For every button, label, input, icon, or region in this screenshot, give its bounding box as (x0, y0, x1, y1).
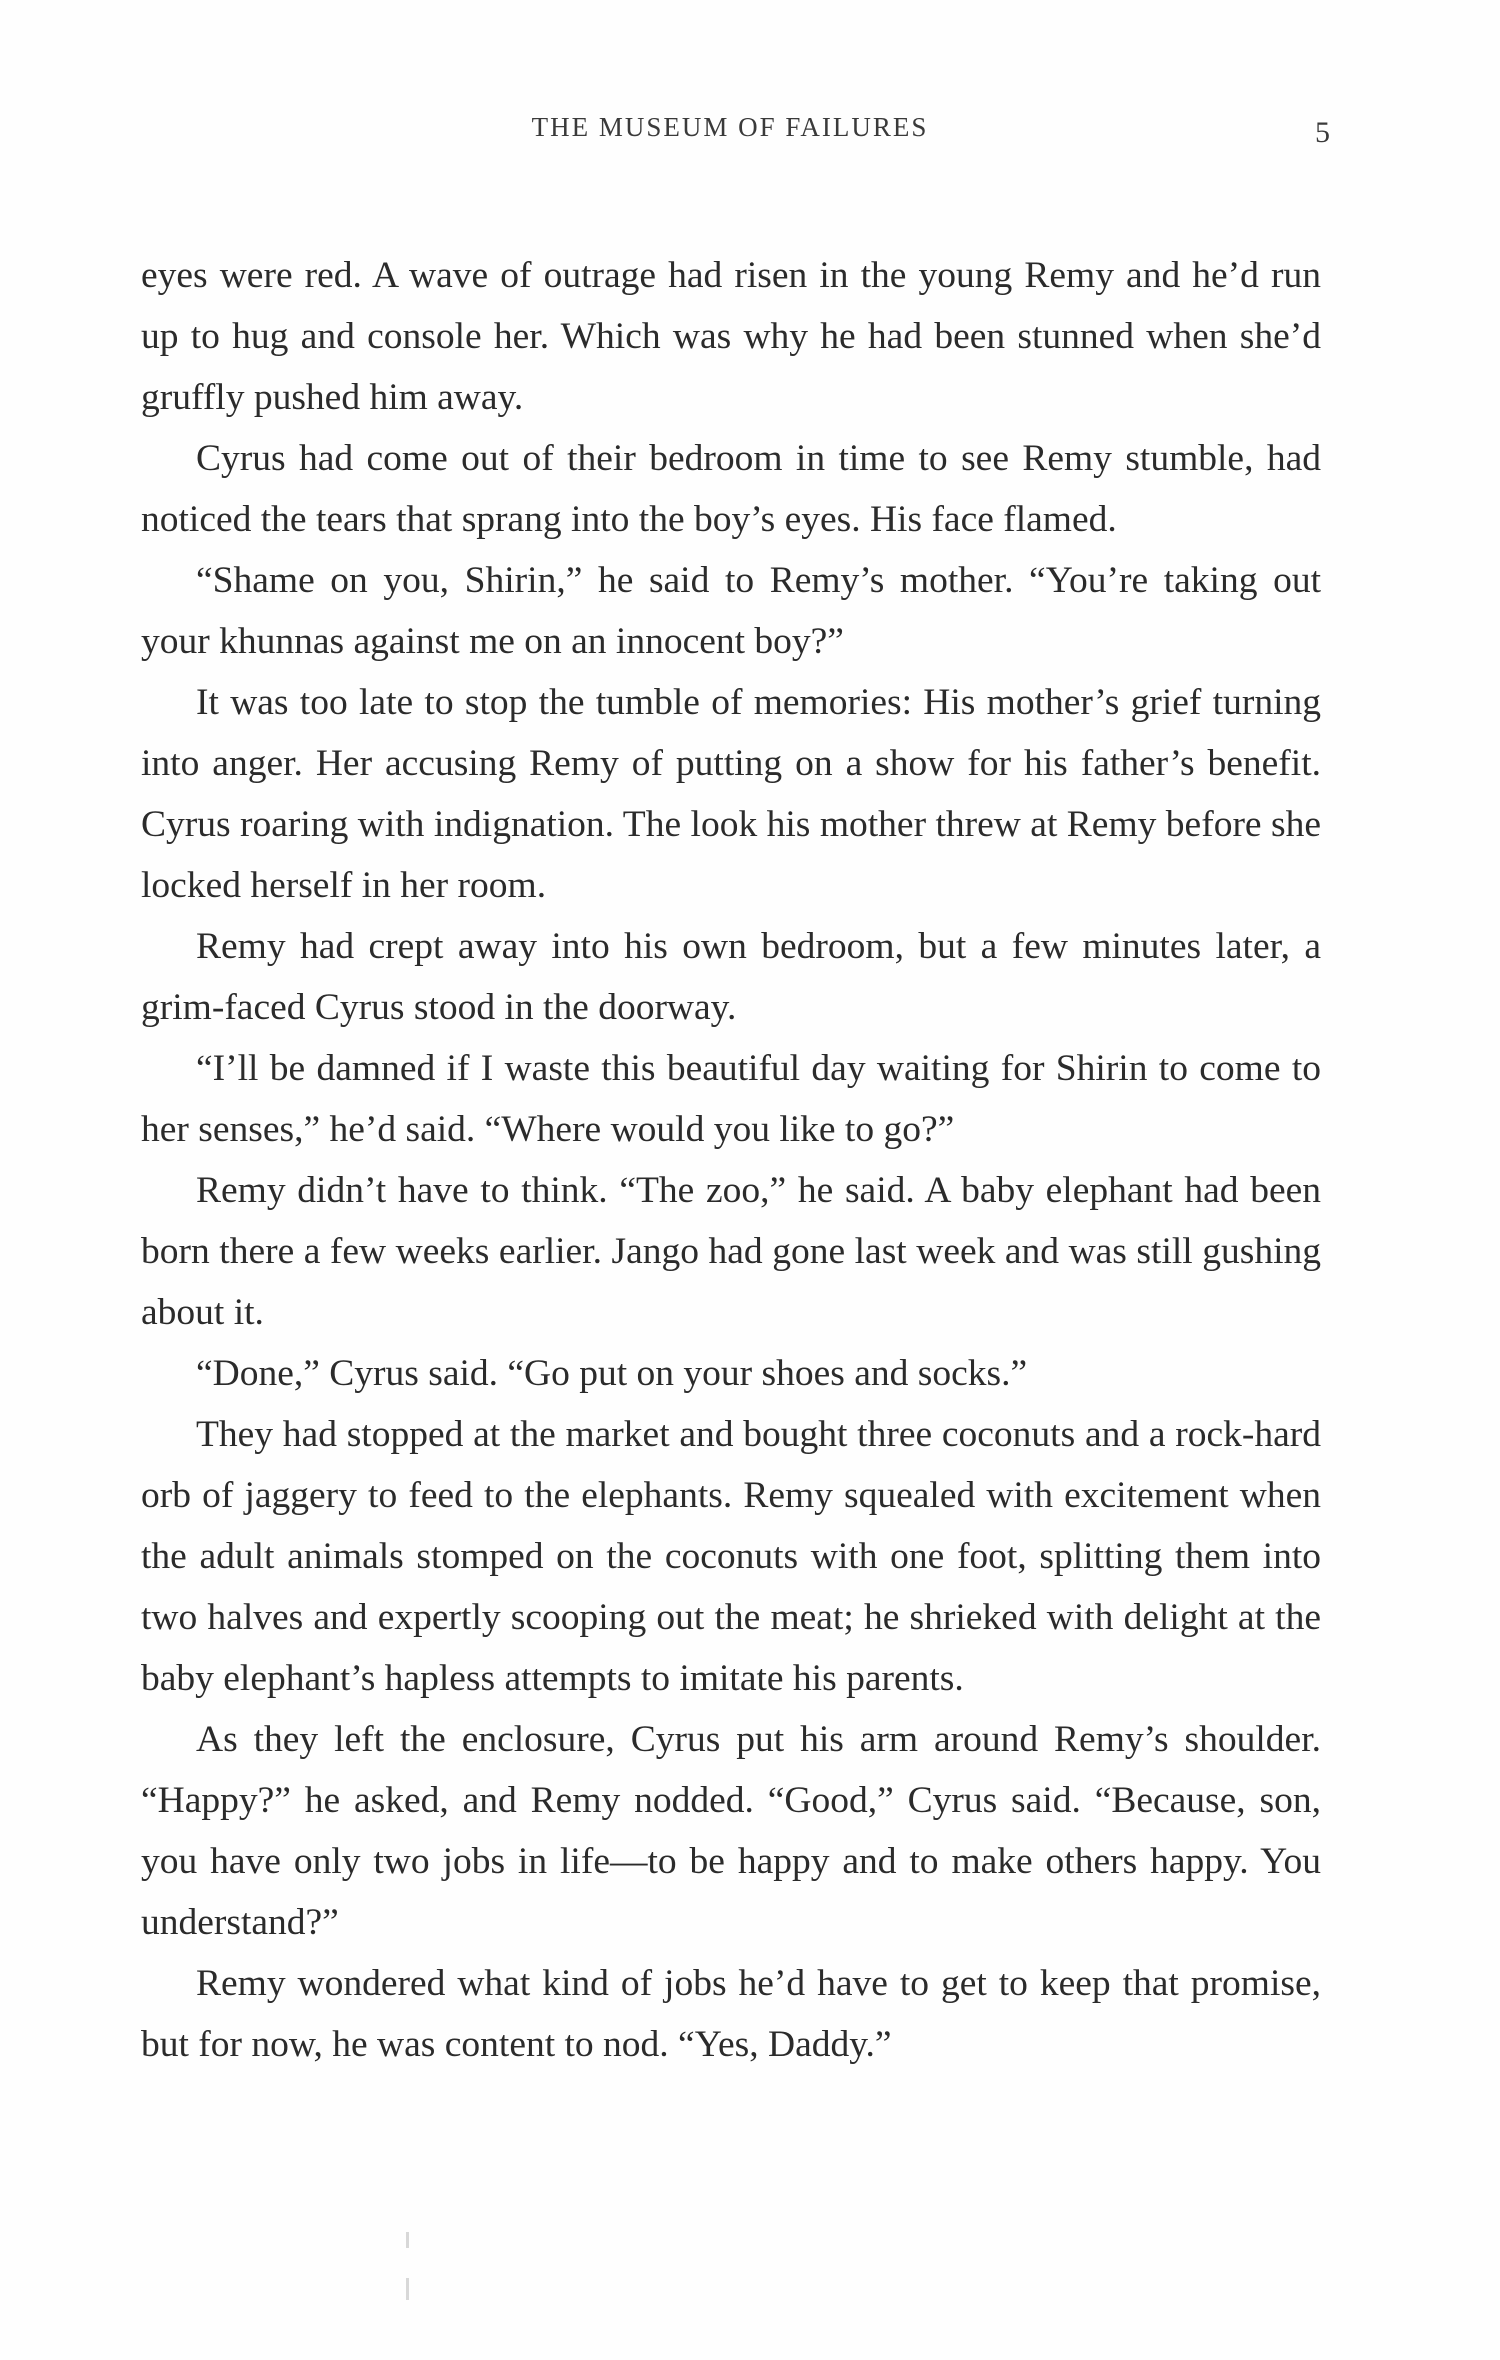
scan-artifact (406, 2232, 409, 2248)
paragraph: eyes were red. A wave of outrage had risen in the young Remy and he’d run up to hug and console her. Which was why he had been stunned when she’d gruffly pushed him away. (141, 255, 1321, 418)
paragraph: As they left the enclosure, Cyrus put his arm around Remy’s shoulder. “Happy?” he asked, and Remy nodded. “Good,” Cyrus said. “Because, son, you have only two jobs in life—to be happy and to make others happy. You understand?” (141, 1719, 1321, 1943)
paragraph: “Done,” Cyrus said. “Go put on your shoes and socks.” (196, 1353, 1028, 1394)
page-number: 5 (1315, 116, 1330, 149)
body-text (141, 245, 1321, 2075)
scan-artifact (406, 2278, 409, 2300)
running-title: THE MUSEUM OF FAILURES (531, 112, 929, 142)
paragraph: It was too late to stop the tumble of memories: His mother’s grief turning into anger. Her accusing Remy of putting on a show for his father’s benefit. Cyrus roaring with indignation. The look his mother threw at Remy before she locked herself in her room. (141, 682, 1321, 906)
paragraph: Remy didn’t have to think. “The zoo,” he said. A baby elephant had been born there a few weeks earlier. Jango had gone last week and was still gushing about it. (141, 1170, 1321, 1333)
paragraph: “I’ll be damned if I waste this beautiful day waiting for Shirin to come to her senses,” he’d said. “Where would you like to go?” (141, 1048, 1321, 1150)
paragraph: “Shame on you, Shirin,” he said to Remy’s mother. “You’re taking out your khunnas against me on an innocent boy?” (141, 560, 1321, 662)
paragraph: Remy wondered what kind of jobs he’d have to get to keep that promise, but for now, he was content to nod. “Yes, Daddy.” (141, 1963, 1321, 2065)
paragraph: Cyrus had come out of their bedroom in time to see Remy stumble, had noticed the tears that sprang into the boy’s eyes. His face flamed. (141, 438, 1321, 540)
paragraph: Remy had crept away into his own bedroom, but a few minutes later, a grim-faced Cyrus stood in the doorway. (141, 926, 1321, 1028)
running-head (140, 112, 1330, 152)
paragraph: They had stopped at the market and bought three coconuts and a rock-hard orb of jaggery to feed to the elephants. Remy squealed with excitement when the adult animals stomped on the coconuts with one foot, splitting them into two halves and expertly scooping out the meat; he shrieked with delight at the baby elephant’s hapless attempts to imitate his parents. (141, 1414, 1321, 1699)
